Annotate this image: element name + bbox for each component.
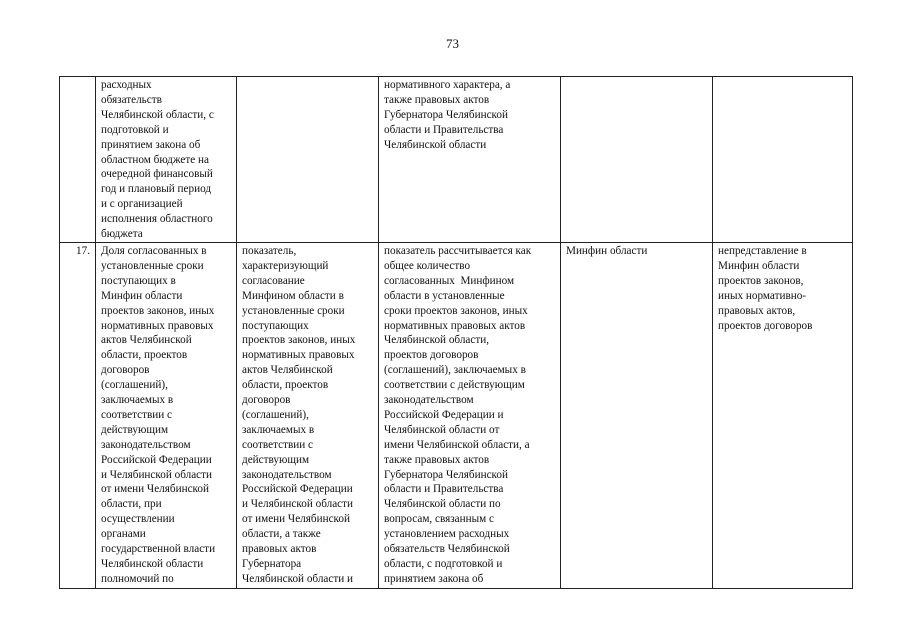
calculation-method-cell: показатель рассчитывается как общее количество согласованных Минфином области в установленные сроки проектов законов, иных нормативных правовых актов Челябинской области, проектов договоров (соглашений), заключаемых в соответствии с действующим законодательством Российской Федерации и Челябинской области от имени Челябинской области, а также правовых актов Губернатора Челябинской области и Правительства Челябинской области по вопросам, связанным с установлением расходных обязательств Челябинской области, с подготовкой и принятием закона об <box>379 242 561 588</box>
indicator-name-cell: расходных обязательств Челябинской области, с подготовкой и принятием закона об областном бюджете на очередной финансовый год и плановый период и с организацией исполнения областного бюджета <box>96 77 237 243</box>
responsible-body-cell <box>561 77 713 243</box>
table-row <box>60 242 853 588</box>
indicator-meaning-cell <box>237 77 379 243</box>
page-number: 73 <box>446 36 459 51</box>
failure-criterion-cell <box>713 77 853 243</box>
failure-criterion-cell: непредставление в Минфин области проектов законов, иных нормативно- правовых актов, проектов договоров <box>713 242 853 588</box>
responsible-body-cell: Минфин области <box>561 242 713 588</box>
table-row <box>60 77 853 243</box>
indicator-name-cell: Доля согласованных в установленные сроки поступающих в Минфин области проектов законов, иных нормативных правовых актов Челябинской области, проектов договоров (соглашений), заключаемых в соответствии с действующим законодательством Российской Федерации и Челябинской области от имени Челябинской области, при осуществлении органами государственной власти Челябинской области полномочий по <box>96 242 237 588</box>
calculation-method-cell: нормативного характера, а также правовых актов Губернатора Челябинской области и Правительства Челябинской области <box>379 77 561 243</box>
row-number-cell <box>60 77 96 243</box>
document-table <box>59 76 853 589</box>
row-number-cell: 17. <box>60 242 96 588</box>
indicator-meaning-cell: показатель, характеризующий согласование Минфином области в установленные сроки поступающих проектов законов, иных нормативных правовых актов Челябинской области, проектов договоров (соглашений), заключаемых в соответствии с действующим законодательством Российской Федерации и Челябинской области от имени Челябинской области, а также правовых актов Губернатора Челябинской области и <box>237 242 379 588</box>
